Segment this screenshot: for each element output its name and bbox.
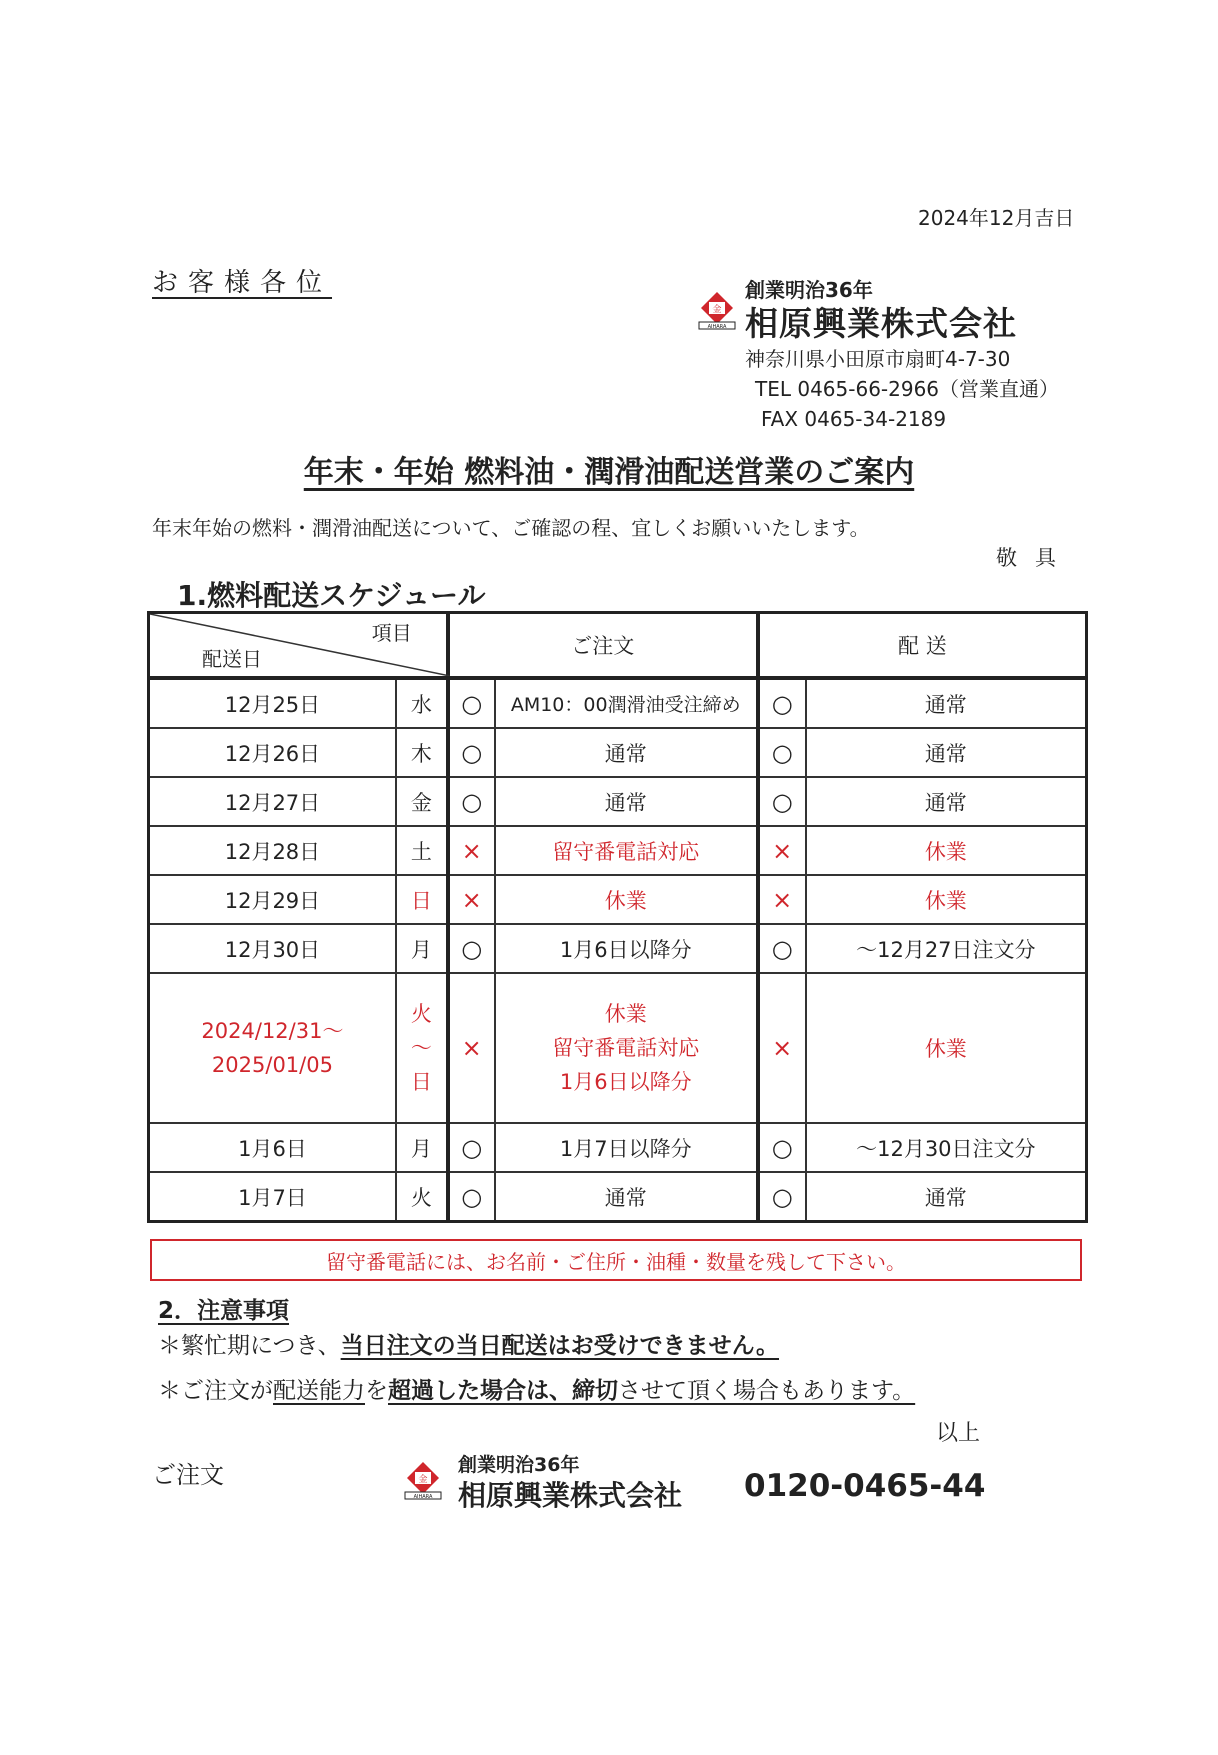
order-line-2: 留守番電話対応 (552, 1036, 700, 1060)
order-line-1: 休業 (604, 1002, 647, 1026)
day-range-end: 日 (410, 1070, 432, 1094)
row-order: 通常 (495, 728, 758, 777)
row-order: 留守番電話対応 (495, 826, 758, 875)
day-range-sep: ～ (410, 1036, 432, 1060)
voicemail-notice: 留守番電話には、お名前・ご住所・油種・数量を残して下さい。 (150, 1239, 1082, 1281)
row-date: 12月27日 (149, 777, 396, 826)
note2-part-c: を (365, 1378, 388, 1404)
page-title (0, 447, 1218, 491)
company-logo-icon (697, 290, 737, 330)
row-delivery: 通常 (806, 728, 1087, 777)
corner-label-date: 配送日 (202, 647, 262, 671)
row-date: 12月29日 (149, 875, 396, 924)
table-row (149, 678, 1087, 728)
row-delivery: ～12月30日注文分 (806, 1123, 1087, 1172)
end-word: 以上 (936, 1421, 981, 1446)
note1-emphasis: 当日注文の当日配送はお受けできません。 (340, 1333, 780, 1359)
issue-date: 2024年12月吉日 (918, 206, 1075, 230)
row-delivery-mark: × (758, 973, 806, 1123)
footer-phone: 0120-0465-44 (744, 1468, 986, 1504)
logo-text: AIHARA (707, 324, 727, 330)
table-row (149, 826, 1087, 875)
intro-text: 年末年始の燃料・潤滑油配送について、ご確認の程、宜しくお願いいたします。 (152, 516, 870, 540)
row-delivery-mark: ○ (758, 678, 806, 728)
company-fax: FAX 0465-34-2189 (761, 407, 947, 431)
footer-company-logo-icon (403, 1460, 443, 1500)
company-contact (745, 344, 1059, 434)
row-delivery: 通常 (806, 678, 1087, 728)
row-order-mark: ○ (448, 777, 495, 826)
footer-logo-text: AIHARA (413, 1494, 433, 1500)
table-row (149, 875, 1087, 924)
order-label: ご注文 (152, 1461, 224, 1489)
row-order-mark: ○ (448, 1123, 495, 1172)
row-order: 休業 (495, 875, 758, 924)
row-day: 月 (396, 1123, 448, 1172)
row-order-mark: × (448, 875, 495, 924)
row-order-mark: ○ (448, 924, 495, 973)
row-order: AM10：00潤滑油受注締め (495, 678, 758, 728)
schedule-table (147, 611, 1088, 1223)
row-day: 日 (396, 875, 448, 924)
row-date: 12月28日 (149, 826, 396, 875)
row-order: 通常 (495, 777, 758, 826)
row-date: 12月25日 (149, 678, 396, 728)
svg-text:金: 金 (712, 305, 722, 315)
footer-company-founded: 創業明治36年 (458, 1454, 580, 1476)
row-order: 通常 (495, 1172, 758, 1222)
row-date: 12月26日 (149, 728, 396, 777)
company-address: 神奈川県小田原市扇町4-7-30 (745, 347, 1011, 371)
row-day: 月 (396, 924, 448, 973)
row-delivery-mark: × (758, 826, 806, 875)
section1-heading: 1.燃料配送スケジュール (177, 579, 486, 612)
note1-prefix: ＊繁忙期につき、 (158, 1333, 341, 1359)
row-date: 1月6日 (149, 1123, 396, 1172)
row-order-mark: × (448, 826, 495, 875)
company-name: 相原興業株式会社 (745, 304, 1017, 343)
svg-text:金: 金 (418, 1475, 428, 1485)
row-date: 1月7日 (149, 1172, 396, 1222)
row-delivery: 通常 (806, 777, 1087, 826)
page-title-text: 年末・年始 燃料油・潤滑油配送営業のご案内 (303, 455, 915, 490)
order-line-3: 1月6日以降分 (559, 1070, 692, 1094)
row-delivery: 休業 (806, 973, 1087, 1123)
row-order-mark: ○ (448, 1172, 495, 1222)
row-order-mark: ○ (448, 678, 495, 728)
header-order: ご注文 (448, 613, 758, 679)
row-delivery-mark: × (758, 875, 806, 924)
row-delivery: 休業 (806, 875, 1087, 924)
row-day-range (396, 973, 448, 1123)
table-header-row (149, 613, 1087, 679)
note2-part-e: させて頂く場合もあります。 (618, 1378, 916, 1404)
row-day: 水 (396, 678, 448, 728)
row-day: 火 (396, 1172, 448, 1222)
recipient: お客様各位 (152, 268, 333, 298)
row-order: 1月6日以降分 (495, 924, 758, 973)
note2-part-a: ＊ご注文が (158, 1378, 273, 1404)
table-row (149, 1123, 1087, 1172)
row-order-mark: × (448, 973, 495, 1123)
row-delivery-mark: ○ (758, 1123, 806, 1172)
note2-part-b: 配送能力 (273, 1378, 365, 1404)
row-delivery-mark: ○ (758, 728, 806, 777)
table-row (149, 777, 1087, 826)
row-delivery-mark: ○ (758, 1172, 806, 1222)
date-range-start: 2024/12/31～ (201, 1019, 344, 1043)
closing-word: 敬具 (996, 546, 1074, 570)
caution-note-1 (158, 1327, 779, 1360)
corner-label-item: 項目 (371, 621, 412, 645)
row-delivery: ～12月27日注文分 (806, 924, 1087, 973)
row-date-range (149, 973, 396, 1123)
row-delivery: 休業 (806, 826, 1087, 875)
row-date: 12月30日 (149, 924, 396, 973)
row-day: 金 (396, 777, 448, 826)
row-order (495, 973, 758, 1123)
row-delivery-mark: ○ (758, 924, 806, 973)
footer-company-name: 相原興業株式会社 (458, 1479, 683, 1512)
table-row (149, 1172, 1087, 1222)
row-delivery: 通常 (806, 1172, 1087, 1222)
date-range-end: 2025/01/05 (211, 1053, 333, 1077)
table-row (149, 973, 1087, 1123)
note2-part-d: 超過した場合は、締切 (388, 1378, 618, 1404)
company-founded: 創業明治36年 (745, 278, 873, 302)
table-row (149, 728, 1087, 777)
corner-header-cell (149, 613, 448, 679)
caution-note-2 (158, 1372, 915, 1405)
row-order-mark: ○ (448, 728, 495, 777)
row-day: 土 (396, 826, 448, 875)
section2-heading: 2．注意事項 (158, 1298, 290, 1324)
row-order: 1月7日以降分 (495, 1123, 758, 1172)
company-tel: TEL 0465-66-2966（営業直通） (755, 377, 1060, 401)
row-day: 木 (396, 728, 448, 777)
table-row (149, 924, 1087, 973)
row-delivery-mark: ○ (758, 777, 806, 826)
day-range-start: 火 (410, 1002, 432, 1026)
header-delivery: 配 送 (758, 613, 1087, 679)
